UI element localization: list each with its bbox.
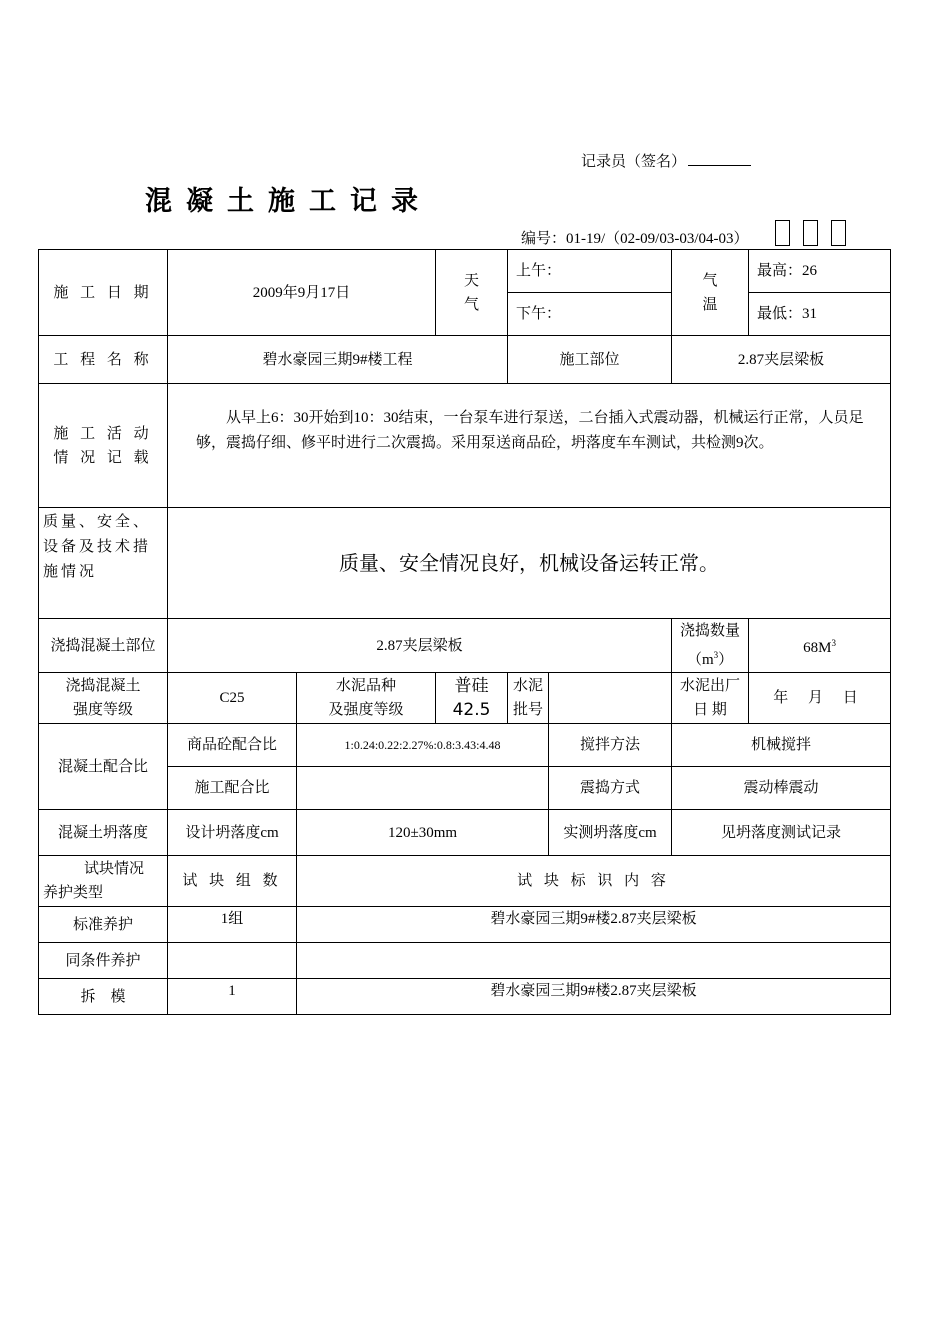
stir-value: 机械搅拌 — [672, 724, 891, 767]
standard-curing-label: 标准养护 — [39, 907, 168, 943]
activity-label — [39, 384, 168, 508]
table-row — [39, 856, 891, 907]
measured-slump-label: 实测坍落度cm — [549, 810, 672, 856]
batch-label-1: 水泥 — [513, 678, 544, 694]
temp-label-2: 温 — [702, 296, 718, 313]
pour-qty-label-1: 浇捣数量 — [680, 623, 741, 639]
recorder-signature — [581, 150, 751, 171]
page-title: 混凝土施工记录 — [145, 186, 432, 217]
factory-date-label-2: 日 期 — [693, 702, 727, 718]
pour-qty-label-2 — [676, 643, 744, 672]
batch-value — [549, 673, 672, 724]
demold-groups: 1 — [168, 979, 297, 1015]
design-slump-label: 设计坍落度cm — [168, 810, 297, 856]
project-value: 碧水豪园三期9#楼工程 — [168, 336, 508, 384]
batch-label — [508, 673, 549, 724]
specimen-content-label: 试 块 标 识 内 容 — [297, 856, 891, 907]
pour-value: 2.87夹层梁板 — [168, 619, 672, 673]
table-row — [39, 907, 891, 943]
table-row — [39, 508, 891, 619]
date-label: 施 工 日 期 — [39, 250, 168, 336]
batch-label-2: 批号 — [513, 702, 544, 718]
measured-slump-value: 见坍落度测试记录 — [672, 810, 891, 856]
weather-pm: 下午： — [508, 293, 672, 336]
pour-qty-value — [749, 619, 891, 673]
pour-qty-unit: （m — [686, 652, 714, 668]
standard-curing-groups: 1组 — [168, 907, 297, 943]
check-box[interactable] — [831, 220, 846, 246]
same-curing-label: 同条件养护 — [39, 943, 168, 979]
site-mix-label: 施工配合比 — [168, 767, 297, 810]
min-temp: 最低：31 — [749, 293, 891, 336]
table-row — [39, 619, 891, 673]
strength-label-1: 浇捣混凝土 — [65, 678, 141, 694]
cement-label — [297, 673, 436, 724]
weather-label-2: 气 — [464, 296, 480, 313]
commercial-mix-value: 1:0.24:0.22:2.27%:0.8:3.43:4.48 — [297, 724, 549, 767]
construction-record-table — [38, 249, 891, 1015]
design-slump-value: 120±30mm — [297, 810, 549, 856]
vibration-label: 震捣方式 — [549, 767, 672, 810]
standard-curing-content: 碧水豪园三期9#楼2.87夹层梁板 — [297, 907, 891, 943]
signature-line[interactable] — [688, 151, 751, 166]
pour-label: 浇捣混凝土部位 — [39, 619, 168, 673]
strength-label-2: 强度等级 — [72, 702, 133, 718]
table-row — [39, 979, 891, 1015]
cement-value-2: 42.5 — [452, 700, 491, 720]
specimen-label-2: 养护类型 — [43, 885, 104, 901]
table-row — [39, 943, 891, 979]
max-temp: 最高：26 — [749, 250, 891, 293]
stir-label: 搅拌方法 — [549, 724, 672, 767]
mix-label: 混凝土配合比 — [39, 724, 168, 810]
table-row — [39, 384, 891, 508]
activity-label-2: 情 况 记 载 — [53, 449, 153, 466]
check-boxes — [775, 220, 859, 251]
strength-label — [39, 673, 168, 724]
slump-label: 混凝土坍落度 — [39, 810, 168, 856]
demold-label: 拆 模 — [39, 979, 168, 1015]
table-row — [39, 250, 891, 293]
record-code: 编号：01-19/（02-09/03-03/04-03） — [521, 231, 749, 247]
cement-value — [436, 673, 508, 724]
same-curing-groups — [168, 943, 297, 979]
weather-am: 上午： — [508, 250, 672, 293]
quality-label: 质量、安全、设备及技术措施情况 — [39, 508, 168, 619]
check-box[interactable] — [775, 220, 790, 246]
strength-grade: C25 — [168, 673, 297, 724]
vibration-value: 震动棒震动 — [672, 767, 891, 810]
part-value: 2.87夹层梁板 — [672, 336, 891, 384]
table-row — [39, 810, 891, 856]
cement-label-2: 及强度等级 — [328, 702, 404, 718]
specimen-groups-label: 试 块 组 数 — [168, 856, 297, 907]
pour-qty-label — [672, 619, 749, 673]
table-row — [39, 673, 891, 724]
quality-text: 质量、安全情况良好，机械设备运转正常。 — [168, 508, 891, 619]
temp-label — [672, 250, 749, 336]
specimen-label-1: 试块情况 — [83, 861, 144, 877]
check-box[interactable] — [803, 220, 818, 246]
cement-value-1: 普硅 — [454, 676, 489, 696]
demold-content: 碧水豪园三期9#楼2.87夹层梁板 — [297, 979, 891, 1015]
cement-label-1: 水泥品种 — [336, 678, 397, 694]
weather-label — [436, 250, 508, 336]
activity-label-1: 施 工 活 动 — [53, 425, 153, 442]
factory-date-label-1: 水泥出厂 — [680, 678, 741, 694]
commercial-mix-label: 商品砼配合比 — [168, 724, 297, 767]
temp-label-1: 气 — [702, 272, 718, 289]
recorder-label: 记录员（签名） — [581, 154, 687, 170]
pour-qty-number: 68M — [803, 640, 832, 656]
table-row — [39, 724, 891, 767]
part-label: 施工部位 — [508, 336, 672, 384]
specimen-label — [39, 856, 168, 907]
pour-qty-unit-close: ） — [718, 652, 734, 668]
same-curing-content — [297, 943, 891, 979]
factory-date-value: 年 月 日 — [749, 673, 891, 724]
table-row — [39, 336, 891, 384]
pour-qty-number-sup: 3 — [831, 638, 836, 648]
date-value: 2009年9月17日 — [168, 250, 436, 336]
pour-qty-unit-sup: 3 — [713, 650, 719, 660]
site-mix-value — [297, 767, 549, 810]
weather-label-1: 天 — [464, 272, 480, 289]
project-label: 工 程 名 称 — [39, 336, 168, 384]
factory-date-label — [672, 673, 749, 724]
activity-text: 从早上6：30开始到10：30结束，一台泵车进行泵送，二台插入式震动器，机械运行正常，人员足够，震捣仔细、修平时进行二次震捣。采用泵送商品砼，坍落度车车测试，共检测9次。 — [168, 384, 891, 508]
